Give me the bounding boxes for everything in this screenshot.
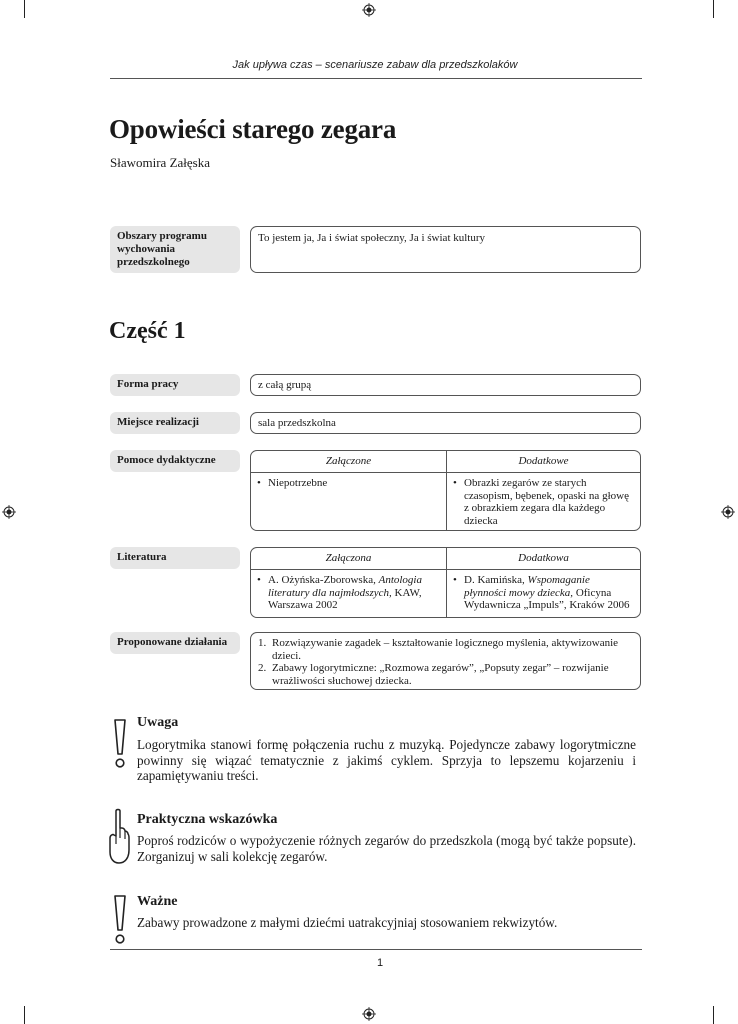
list-item — [258, 637, 633, 662]
aids-label: Pomoce dydaktyczne — [110, 450, 240, 472]
literature-attached-column — [251, 548, 447, 617]
aids-attached-header: Załączone — [251, 451, 446, 473]
bullet-icon: • — [453, 574, 457, 586]
aids-table — [250, 450, 641, 531]
registration-mark-icon — [2, 505, 16, 519]
pointing-hand-icon — [108, 808, 130, 866]
bullet-icon: • — [453, 477, 457, 489]
place-value: sala przedszkolna — [258, 417, 336, 429]
bullet-icon: • — [257, 477, 261, 489]
registration-mark-icon — [721, 505, 735, 519]
literature-extra-column — [447, 548, 640, 617]
crop-mark — [24, 1006, 25, 1024]
form-box — [250, 374, 641, 396]
uwaga-title: Uwaga — [137, 715, 179, 730]
program-areas-label: Obszary programu wychowania przedszkolnego — [110, 226, 240, 273]
list-item-text: Rozwiązywanie zagadek – kształtowanie logicznego myślenia, aktywizowanie dzieci. — [272, 637, 619, 662]
literature-label: Literatura — [110, 547, 240, 569]
literature-attached-publisher: KAW, Warszawa 2002 — [268, 586, 422, 611]
uwaga-text: Logorytmika stanowi formę połączenia ruchu z muzyką. Pojedyncze zabawy logorytmiczne powinny się wiązać tematycznie z jakimś cyklem. Sprzyja to lepszemu kojarzeniu i zapamiętywaniu treści. — [137, 737, 636, 783]
program-areas-box — [250, 226, 641, 273]
actions-box — [250, 632, 641, 690]
list-item-number: 1. — [258, 637, 267, 649]
registration-mark-icon — [362, 1007, 376, 1021]
aids-extra-column — [447, 451, 640, 530]
literature-attached-author: A. Ożyńska-Zborowska, — [268, 574, 379, 586]
place-box — [250, 412, 641, 434]
wazne-text: Zabawy prowadzone z małymi dziećmi uatrakcyjniaj stosowaniem rekwizytów. — [137, 915, 558, 930]
literature-extra-entry — [464, 574, 634, 612]
aids-attached-text: Niepotrzebne — [268, 477, 328, 489]
header-rule — [110, 78, 642, 79]
tip-text: Poproś rodziców o wypożyczenie różnych zegarów do przedszkola (mogą być także popsute). Zorganizuj w sali kolekcję zegarów. — [137, 833, 636, 864]
aids-attached-column — [251, 451, 447, 530]
crop-mark — [713, 0, 714, 18]
tip-title: Praktyczna wskazówka — [137, 812, 278, 827]
list-item — [258, 662, 633, 687]
aids-extra-item — [447, 473, 640, 527]
exclamation-icon — [109, 894, 131, 946]
program-areas-value: To jestem ja, Ja i świat społeczny, Ja i świat kultury — [258, 232, 486, 244]
running-header: Jak upływa czas – scenariusze zabaw dla przedszkolaków — [232, 59, 518, 71]
actions-label: Proponowane działania — [110, 632, 240, 654]
registration-mark-icon — [362, 3, 376, 17]
literature-table — [250, 547, 641, 618]
literature-attached-item — [251, 570, 446, 612]
place-label: Miejsce realizacji — [110, 412, 240, 434]
document-author: Sławomira Załęska — [110, 155, 210, 170]
part-title: Część 1 — [109, 318, 186, 344]
exclamation-icon — [109, 718, 131, 770]
wazne-title: Ważne — [137, 894, 178, 909]
document-title: Opowieści starego zegara — [109, 114, 397, 144]
literature-extra-author: D. Kamińska, — [464, 574, 528, 586]
aids-extra-text: Obrazki zegarów ze starych czasopism, bębenek, opaski na głowę z obrazkiem zegara dla każdego dziecka — [464, 477, 629, 527]
list-item-text: Zabawy logorytmiczne: „Rozmowa zegarów”, „Popsuty zegar” – rozwijanie wrażliwości słuchowej dziecka. — [272, 662, 609, 687]
list-item-number: 2. — [258, 662, 267, 674]
literature-attached-entry — [268, 574, 440, 612]
form-value: z całą grupą — [258, 379, 312, 391]
literature-extra-publisher: Oficyna Wydawnicza „Impuls”, Kraków 2006 — [464, 586, 630, 611]
literature-extra-header: Dodatkowa — [447, 548, 640, 570]
aids-extra-header: Dodatkowe — [447, 451, 640, 473]
footer-rule — [110, 949, 642, 950]
literature-attached-header: Załączona — [251, 548, 446, 570]
page-number: 1 — [376, 957, 384, 969]
aids-attached-item — [251, 473, 446, 490]
form-label: Forma pracy — [110, 374, 240, 396]
bullet-icon: • — [257, 574, 261, 586]
crop-mark — [24, 0, 25, 18]
actions-list — [258, 637, 633, 687]
crop-mark — [713, 1006, 714, 1024]
literature-extra-title: Wspomaganie płynności mowy dziecka, — [464, 574, 590, 599]
literature-attached-title: Antologia literatury dla najmłodszych, — [268, 574, 422, 599]
literature-extra-item — [447, 570, 640, 612]
